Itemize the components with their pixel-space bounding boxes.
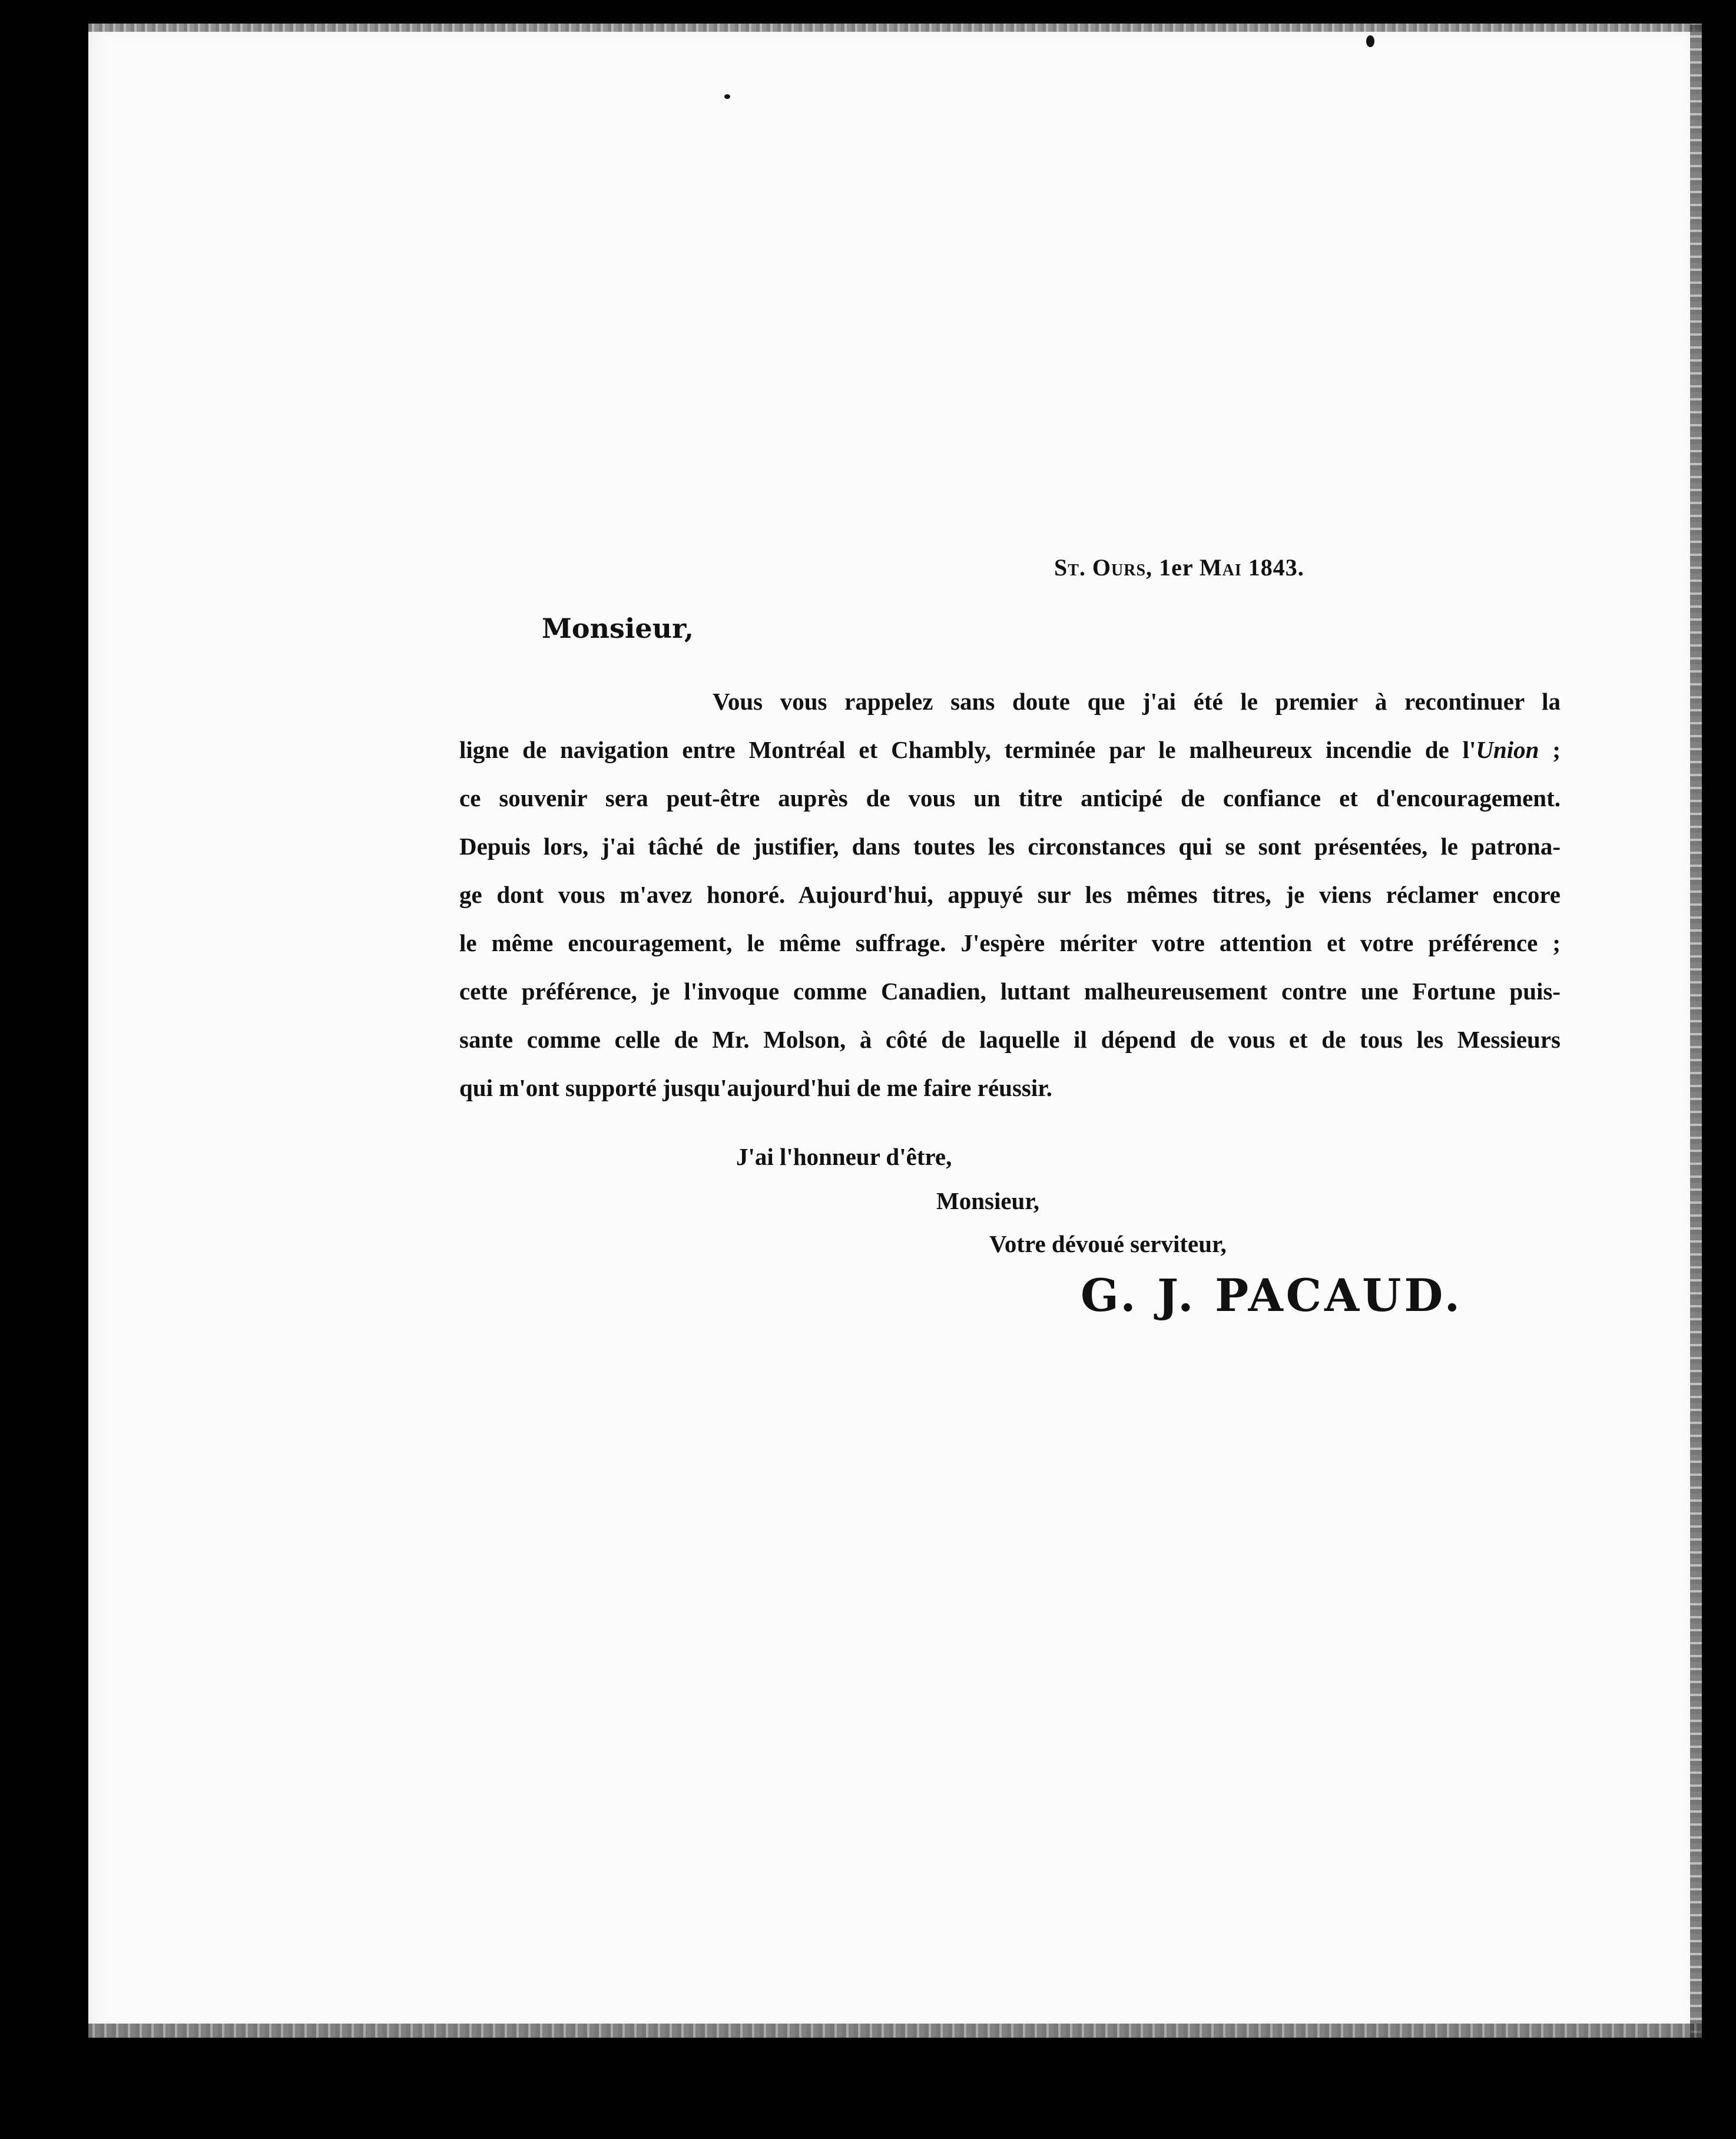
ink-speck <box>1366 35 1374 47</box>
page-edge-right <box>1690 24 1702 2038</box>
body-line: Vous vous rappelez sans doute que j'ai été le premier à recontinuer la <box>713 688 1561 715</box>
closing-salutation: Monsieur, <box>936 1187 1040 1214</box>
dateline-place: St. Ours, <box>1054 554 1153 581</box>
letter-body <box>459 677 1561 1112</box>
body-line: le même encouragement, le même suffrage. J'espère mériter votre attention et votre préférence ; <box>459 929 1561 956</box>
page-edge-top <box>88 24 1702 32</box>
body-line: Depuis lors, j'ai tâché de justifier, dans toutes les circonstances qui se sont présentées, le patrona- <box>459 833 1561 860</box>
body-line <box>459 726 1561 774</box>
ink-speck <box>724 94 730 99</box>
body-line: ge dont vous m'avez honoré. Aujourd'hui, appuyé sur les mêmes titres, je viens réclamer encore <box>459 881 1561 908</box>
dateline <box>1054 554 1304 581</box>
dateline-year: 1843. <box>1248 554 1304 581</box>
ship-name: Union <box>1476 736 1539 763</box>
signature: G. J. PACAUD. <box>1081 1269 1463 1322</box>
document-page <box>88 24 1702 2038</box>
dateline-month: Mai <box>1199 554 1242 581</box>
body-line-text: ligne de navigation entre Montréal et Chambly, terminée par le malheureux incendie de l' <box>459 736 1476 763</box>
body-line: qui m'ont supporté jusqu'aujourd'hui de me faire réussir. <box>459 1074 1052 1101</box>
body-line: ce souvenir sera peut-être auprès de vous un titre anticipé de confiance et d'encouragement. <box>459 784 1561 812</box>
salutation: Monsieur, <box>542 612 694 644</box>
closing-valediction: Votre dévoué serviteur, <box>989 1230 1227 1257</box>
page-edge-bottom <box>88 2024 1702 2038</box>
closing-phrase: J'ai l'honneur d'être, <box>736 1143 952 1170</box>
body-line-tail: ; <box>1539 736 1561 763</box>
body-line: sante comme celle de Mr. Molson, à côté de laquelle il dépend de vous et de tous les Messieurs <box>459 1026 1561 1053</box>
body-line: cette préférence, je l'invoque comme Canadien, luttant malheureusement contre une Fortune puis- <box>459 978 1561 1005</box>
dateline-day: 1er <box>1159 554 1193 581</box>
